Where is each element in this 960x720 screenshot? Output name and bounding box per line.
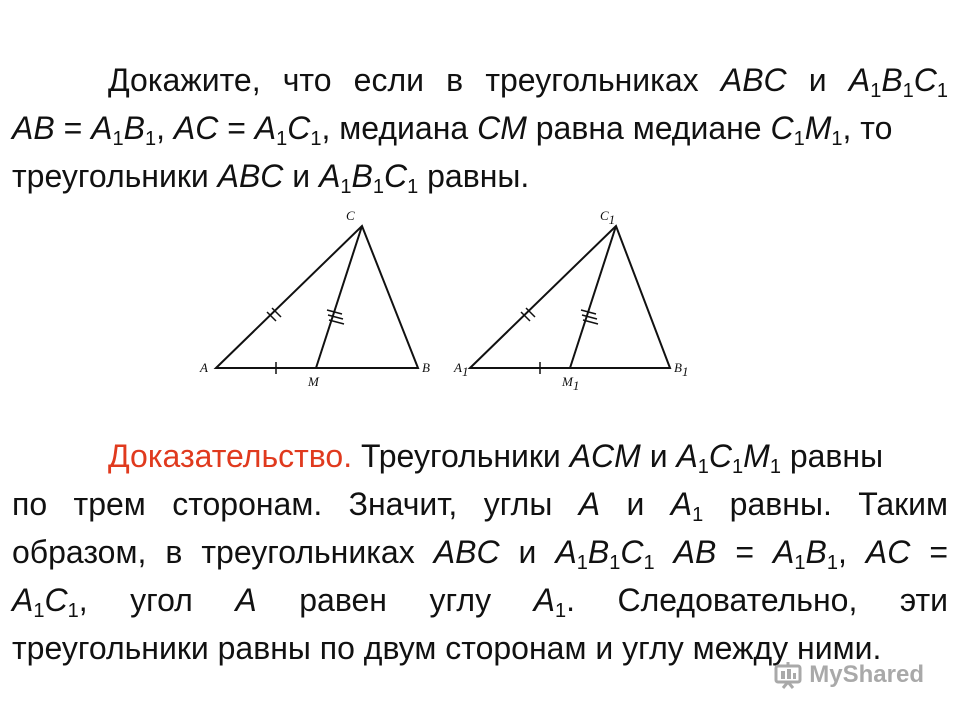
label-C1: C1 — [600, 208, 616, 227]
triangle-abc — [216, 226, 418, 374]
presentation-board-icon — [773, 660, 803, 690]
triangle-a1b1c1 — [470, 226, 670, 374]
watermark-text: MyShared — [809, 661, 924, 688]
label-B1: B1 — [674, 360, 689, 379]
label-C: C — [346, 208, 355, 223]
label-M1: M1 — [562, 374, 580, 393]
problem-line-1: Докажите, что если в треугольниках ABC и $A_1B_1C_1$ — [108, 62, 949, 102]
problem-line-2: AB = $A_1B_1$, AC = $A_1C_1$, медиана CM равна медиане $C_1M_1$, то — [12, 110, 893, 150]
problem-line-3: треугольники ABC и $A_1B_1C_1$ равны. — [12, 158, 530, 198]
proof-label: Доказательство. — [108, 438, 353, 474]
proof-line-2: по трем сторонам. Значит, углы A и $A_1$ равны. Таким — [12, 486, 949, 526]
label-M: M — [308, 374, 319, 389]
proof-line-1: Доказательство. Треугольники ACM и $A_1C_1M_1$ равны — [108, 438, 884, 478]
watermark — [773, 660, 924, 690]
label-A1: A1 — [454, 360, 469, 379]
triangles-figure — [190, 200, 710, 395]
label-A: A — [200, 360, 208, 375]
label-B: B — [422, 360, 430, 375]
problem-statement — [12, 56, 948, 200]
proof-line-5: треугольники равны по двум сторонам и углу между ними. — [12, 630, 882, 666]
proof-line-3: образом, в треугольниках ABC и $A_1B_1C_1$ AB = $A_1B_1$, AC = — [12, 534, 949, 574]
proof-line-4: $A_1C_1$, угол A равен углу $A_1$. Следовательно, эти — [12, 582, 949, 622]
proof-text — [12, 432, 948, 672]
